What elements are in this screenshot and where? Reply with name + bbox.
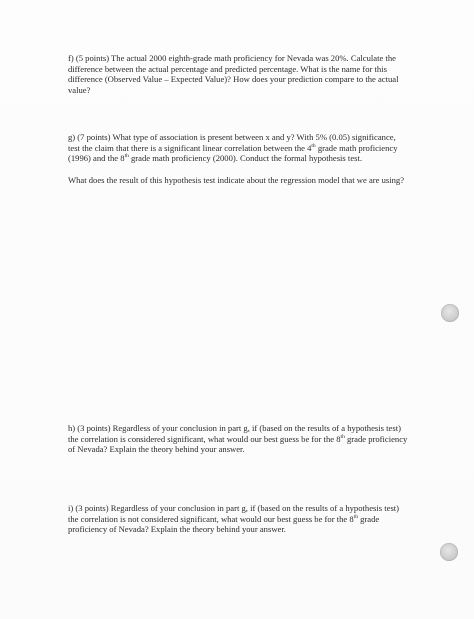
question-g-text-part-a: g) (7 points) What type of association is present between x and y? With 5% (0.05) significance, test the claim that there is a significant linear correlation between the 4: [68, 132, 396, 153]
punch-hole-icon: [441, 304, 459, 322]
question-i-text: [68, 503, 408, 535]
question-h-text-part-b: grade proficiency of Nevada? Explain the theory behind your answer.: [68, 433, 408, 455]
question-g-followup: [68, 175, 418, 186]
question-g-followup-text: What does the result of this hypothesis test indicate about the regression model that we are using?: [68, 175, 405, 185]
question-h-text: [68, 423, 408, 455]
question-h-text-part-a: h) (3 points) Regardless of your conclusion in part g, if (based on the results of a hypothesis test) the correlation is considered significant, what would our best guess be for the 8: [68, 423, 401, 444]
question-g-text-part-b: grade math proficiency (1996) and the 8: [68, 142, 398, 164]
question-f-text: f) (5 points) The actual 2000 eighth-grade math proficiency for Nevada was 20%. Calculate the difference between the actual percentage and predicted percentage. What is the name for this difference (Observed Value – Expected Value)? How does your prediction compare to the actual value?: [68, 53, 399, 95]
question-g-text-part-c: grade math proficiency (2000). Conduct the formal hypothesis test.: [128, 153, 363, 164]
question-i-superscript: th: [353, 513, 358, 520]
question-h: [68, 423, 408, 455]
punch-hole-icon: [440, 543, 458, 561]
question-g-text: [68, 132, 408, 164]
question-i-text-part-b: grade proficiency of Nevada? Explain the theory behind your answer.: [68, 513, 380, 535]
question-i-text-part-a: i) (3 points) Regardless of your conclusion in part g, if (based on the results of a hypothesis test) the correlation is not considered significant, what would our best guess be for the 8: [68, 503, 400, 524]
question-f: [68, 53, 408, 95]
question-i: [68, 503, 408, 535]
question-h-superscript: th: [340, 433, 345, 440]
question-g: [68, 132, 408, 164]
question-g-superscript-b: th: [124, 153, 129, 160]
question-g-superscript-a: th: [311, 142, 316, 149]
